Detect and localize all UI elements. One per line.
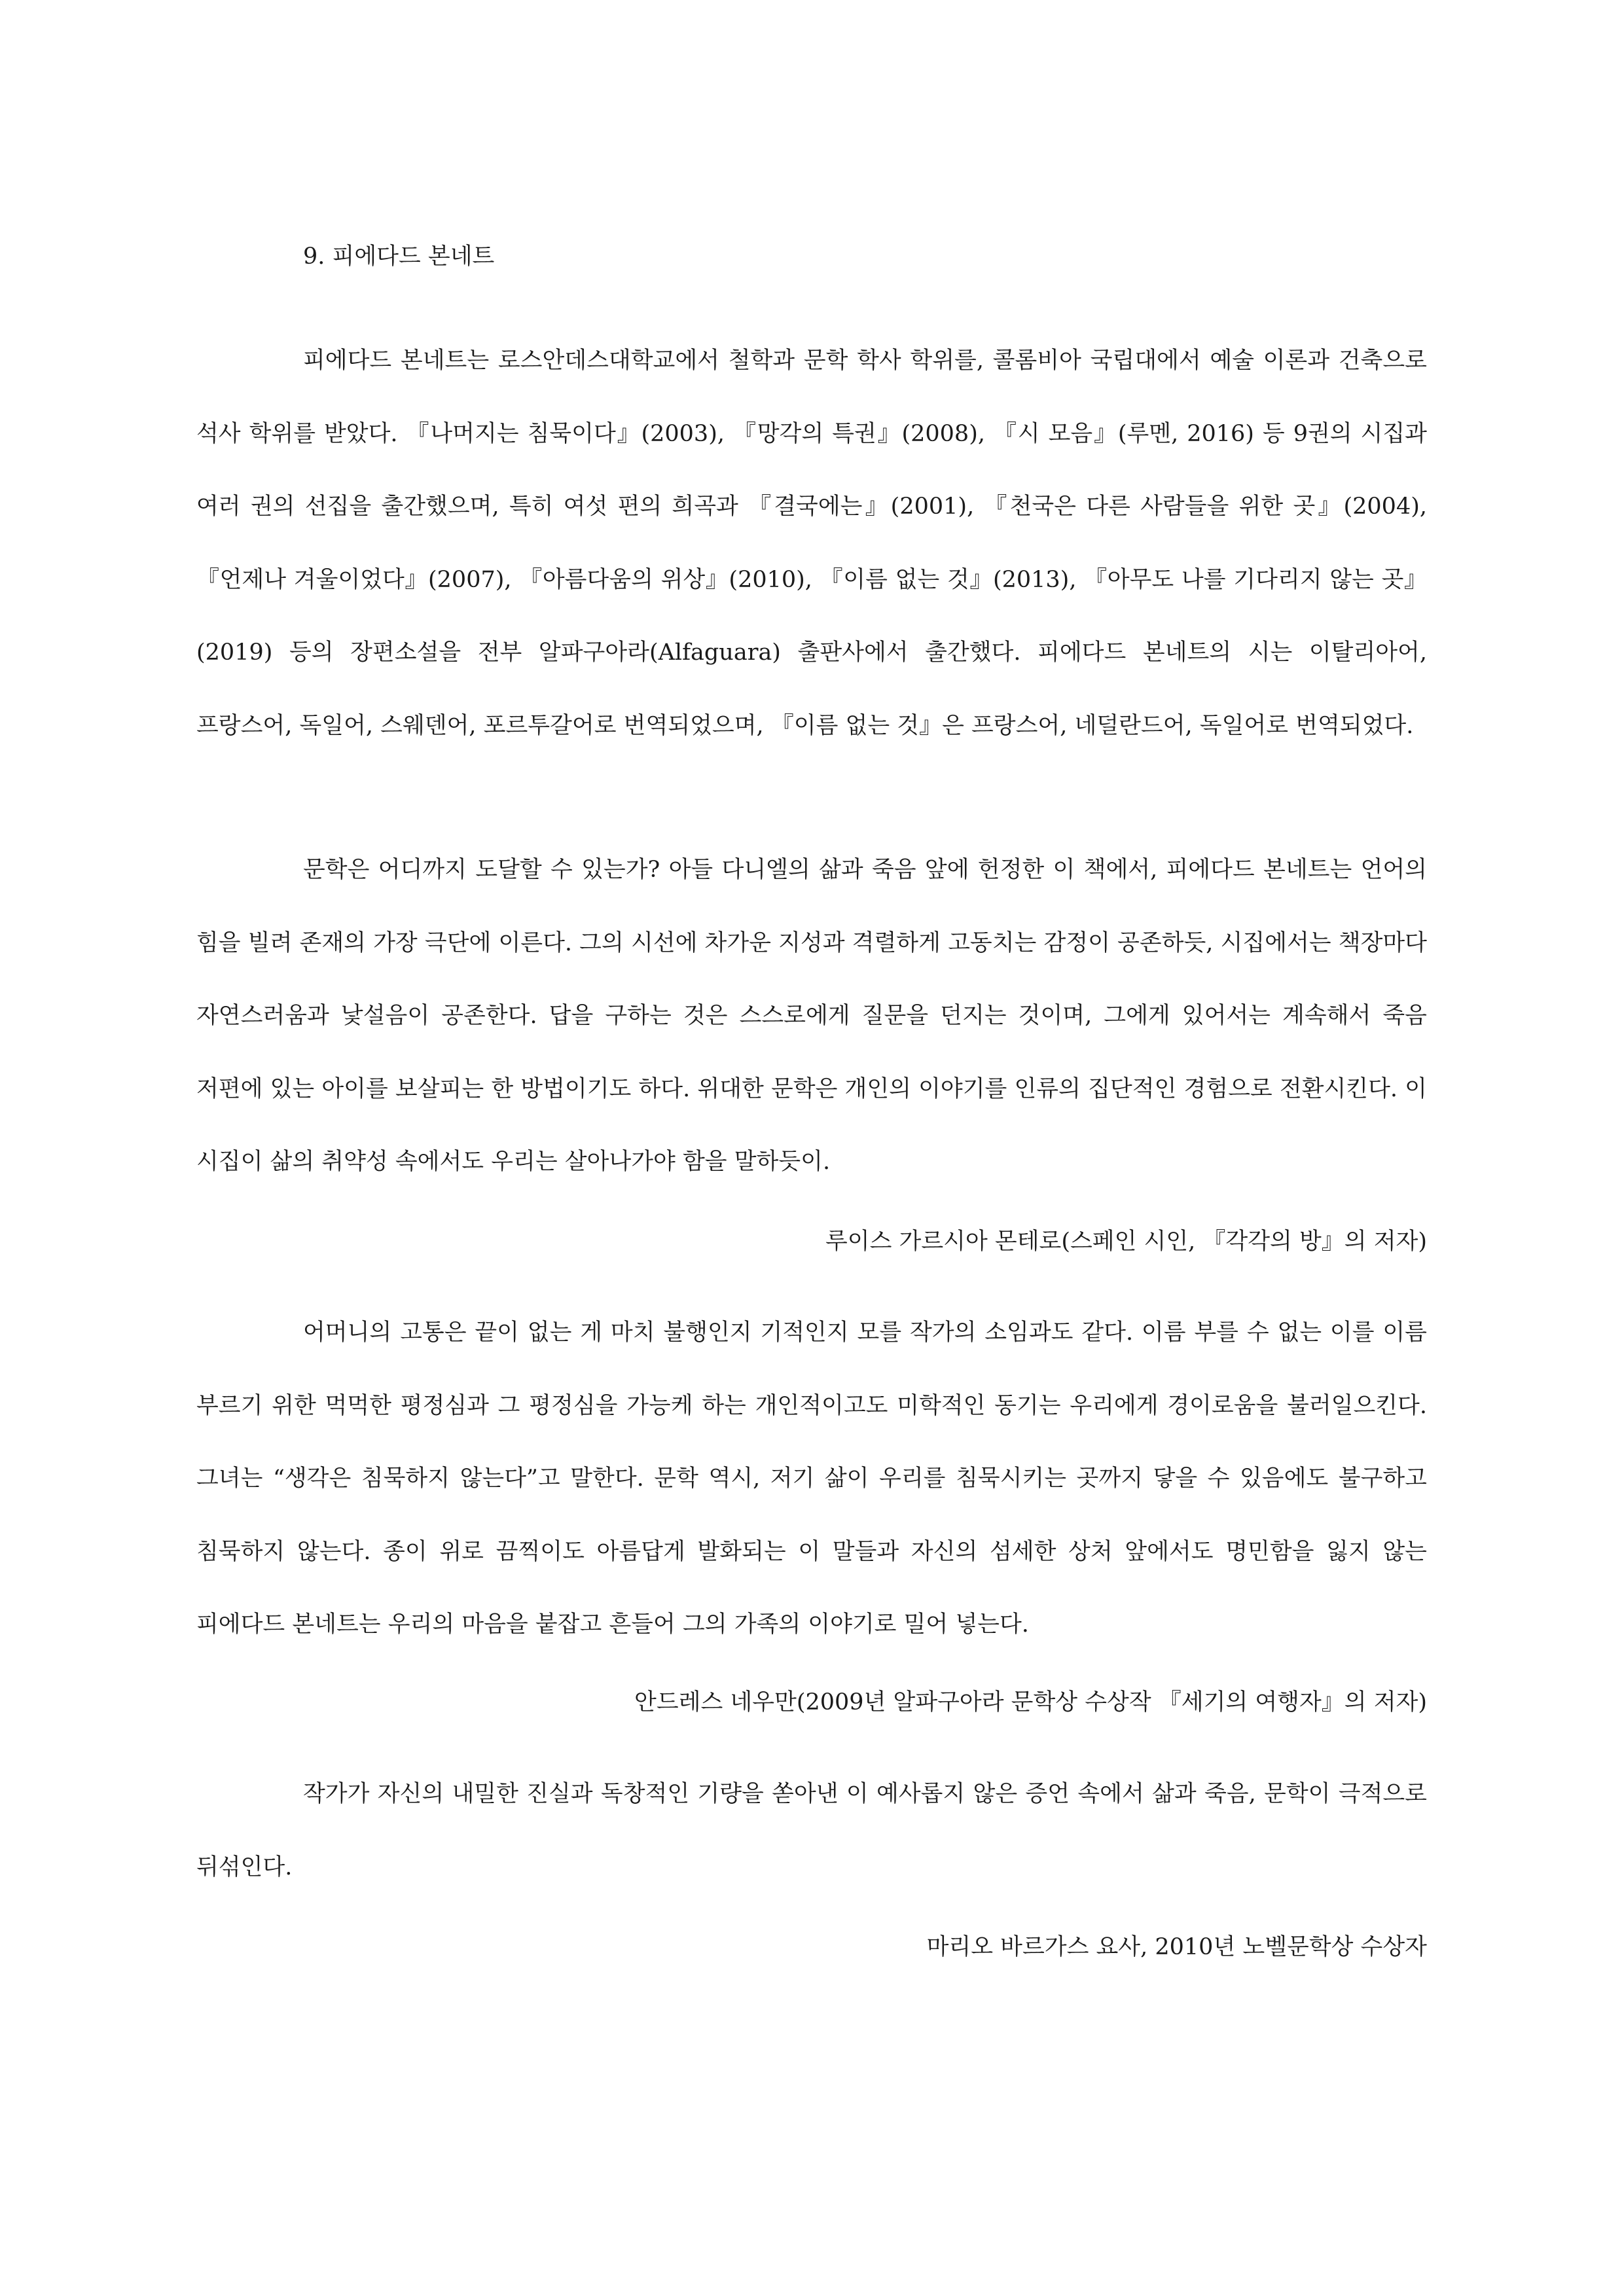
review-attribution-3: 마리오 바르가스 요사, 2010년 노벨문학상 수상자 xyxy=(926,1934,1427,1960)
review-paragraph-2: 어머니의 고통은 끝이 없는 게 마치 불행인지 기적인지 모를 작가의 소임과도 같다. 이름 부를 수 없는 이를 이름 부르기 위한 먹먹한 평정심과 그 평정심을 가능케 하는 개인적이고도 미학적인 동기는 우리에게 경이로움을 불러일으킨다. 그녀는 “생각은 침묵하지 않는다”고 말한다. 문학 역시, 저기 삶이 우리를 침묵시키는 곳까지 닿을 수 있음에도 불구하고 침묵하지 않는다. 종이 위로 끔찍이도 아름답게 발화되는 이 말들과 자신의 섬세한 상처 앞에서도 명민함을 잃지 않는 피에다드 본네트는 우리의 마음을 붙잡고 흔들어 그의 가족의 이야기로 밀어 넣는다. xyxy=(196,1319,1427,1638)
review-attribution-1: 루이스 가르시아 몬테로(스페인 시인, 『각각의 방』의 저자) xyxy=(825,1229,1427,1255)
review-attribution-2: 안드레스 네우만(2009년 알파구아라 문학상 수상작 『세기의 여행자』의 저자) xyxy=(634,1689,1427,1715)
review-paragraph-3: 작가가 자신의 내밀한 진실과 독창적인 기량을 쏟아낸 이 예사롭지 않은 증언 속에서 삶과 죽음, 문학이 극적으로 뒤섞인다. xyxy=(196,1781,1427,1880)
document-page xyxy=(196,0,1427,2296)
author-bio-paragraph: 피에다드 본네트는 로스안데스대학교에서 철학과 문학 학사 학위를, 콜롬비아 국립대에서 예술 이론과 건축으로 석사 학위를 받았다. 『나머지는 침묵이다』(2003), 『망각의 특권』(2008), 『시 모음』(루멘, 2016) 등 9권의 시집과 여러 권의 선집을 출간했으며, 특히 여섯 편의 희곡과 『결국에는』(2001), 『천국은 다른 사람들을 위한 곳』(2004), 『언제나 겨울이었다』(2007), 『아름다움의 위상』(2010), 『이름 없는 것』(2013), 『아무도 나를 기다리지 않는 곳』(2019) 등의 장편소설을 전부 알파구아라(Alfaguara) 출판사에서 출간했다. 피에다드 본네트의 시는 이탈리아어, 프랑스어, 독일어, 스웨덴어, 포르투갈어로 번역되었으며, 『이름 없는 것』은 프랑스어, 네덜란드어, 독일어로 번역되었다. xyxy=(196,348,1427,739)
review-paragraph-1: 문학은 어디까지 도달할 수 있는가? 아들 다니엘의 삶과 죽음 앞에 헌정한 이 책에서, 피에다드 본네트는 언어의 힘을 빌려 존재의 가장 극단에 이른다. 그의 시선에 차가운 지성과 격렬하게 고동치는 감정이 공존하듯, 시집에서는 책장마다 자연스러움과 낯설음이 공존한다. 답을 구하는 것은 스스로에게 질문을 던지는 것이며, 그에게 있어서는 계속해서 죽음 저편에 있는 아이를 보살피는 한 방법이기도 하다. 위대한 문학은 개인의 이야기를 인류의 집단적인 경험으로 전환시킨다. 이 시집이 삶의 취약성 속에서도 우리는 살아나가야 함을 말하듯이. xyxy=(196,857,1427,1175)
section-heading: 9. 피에다드 본네트 xyxy=(303,243,495,270)
